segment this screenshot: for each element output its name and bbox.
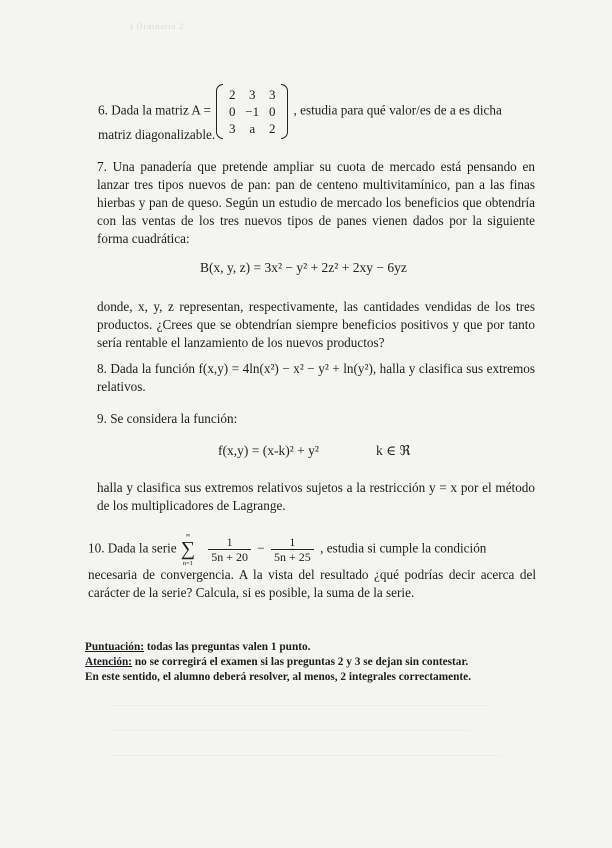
q7-formula: B(x, y, z) = 3x² − y² + 2z² + 2xy − 6yz [200,260,407,275]
summation [180,532,196,567]
question-10-line1 [88,532,548,567]
footer-puntuacion [85,640,310,654]
fraction-2-den: 5n + 25 [274,550,311,564]
q9-intro: 9. Se considera la función: [97,411,238,426]
sum-lower: n=1 [182,560,193,567]
q9-condition: k ∈ ℜ [376,443,411,458]
atencion-label: Atención: [85,656,133,668]
matrix-cell: 0 [268,104,276,119]
q9-after: halla y clasifica sus extremos relativos sujetos a la restricción y = x por el método de los multiplicadores de Lagrange. [97,480,535,513]
footer-atencion [85,655,468,669]
fraction-2 [271,535,314,564]
fraction-2-num: 1 [271,535,314,550]
show-through-mark [110,705,490,706]
matrix-cell: a [249,121,256,136]
q7-after: donde, x, y, z representan, respectivamente, las cantidades vendidas de los tres productos. ¿Crees que se obtendrían siempre beneficios positivos y que por tanto sería rentable el lanzamiento de los nuevos productos? [97,299,535,350]
show-through-mark [110,755,500,756]
matrix-cell: 2 [268,121,276,136]
q10-after-inline: , estudia si cumple la condición [320,540,487,556]
question-8-text: 8. Dada la función f(x,y) = 4ln(x²) − x² − y² + ln(y²), halla y clasifica sus extremos relativos. [97,361,535,394]
show-through-mark [110,730,470,731]
q6-intro: 6. Dada la matriz A = [98,102,211,118]
matrix-cell: −1 [245,104,260,119]
atencion-text: no se corregirá el examen si las preguntas 2 y 3 se dejan sin contestar. [132,656,469,668]
q10-rest: necesaria de convergencia. A la vista del resultado ¿qué podrías decir acerca del carácter de la serie? Calcula, si es posible, la suma de la serie. [88,567,536,600]
footer-line3: En este sentido, el alumno deberá resolver, al menos, 2 integrales correctamente. [85,671,472,683]
q10-intro: 10. Dada la serie [88,540,177,556]
matrix-cell: 3 [228,121,236,136]
question-7-text: 7. Una panadería que pretende ampliar su cuota de mercado está pensando en lanzar tres tipos nuevos de pan: pan de centeno multivitamínico, pan a las finas hierbas y pan de queso. Según un estudio de mercado los beneficios que obtendría con las ventas de los tres nuevos tipos de panes vienen dados por la siguiente forma cuadrática: [97,159,535,246]
matrix-cell: 3 [248,87,256,102]
matrix-cell: 2 [228,87,236,102]
minus-sign: − [257,540,265,556]
matrix-cell: 3 [268,87,276,102]
puntuacion-label: Puntuación: [85,641,145,653]
matrix-cell: 0 [228,104,236,119]
q6-line2: matriz diagonalizable. [98,127,216,142]
q6-after: , estudia para qué valor/es de a es dicha [293,102,502,118]
sigma-icon: ∑ [180,538,196,560]
matrix-row [222,103,282,120]
matrix-row [222,86,282,103]
fraction-1-den: 5n + 20 [211,550,248,564]
fraction-1-num: 1 [208,535,251,550]
q9-formula: f(x,y) = (x-k)² + y² [218,443,319,458]
faint-header: I Ordinaria 2 [130,22,185,31]
puntuacion-text: todas las preguntas valen 1 punto. [144,641,311,653]
sum-upper: ∞ [185,532,191,539]
fraction-1 [208,535,251,564]
